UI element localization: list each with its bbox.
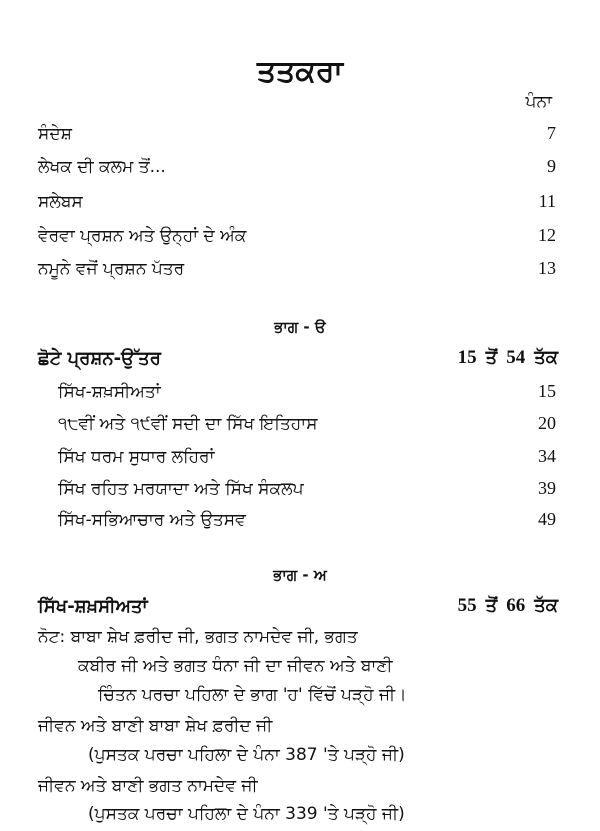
note-line: ਕਬੀਰ ਜੀ ਅਤੇ ਭਗਤ ਧੰਨਾ ਜੀ ਦਾ ਜੀਵਨ ਅਤੇ ਬਾਣੀ	[78, 656, 393, 676]
part-b-section-title: ਸਿੱਖ-ਸ਼ਖ਼ਸੀਅਤਾਂ	[38, 596, 148, 617]
note-line: ਨੋਟ: ਬਾਬਾ ਸ਼ੇਖ ਫ਼ਰੀਦ ਜੀ, ਭਗਤ ਨਾਮਦੇਵ ਜੀ, ਭਗਤ	[38, 627, 358, 647]
item-reference: (ਪੁਸਤਕ ਪਰਚਾ ਪਹਿਲਾ ਦੇ ਪੰਨਾ 387 'ਤੇ ਪੜ੍ਹੋ ਜੀ)	[88, 745, 405, 765]
range-to-word: ਤੋਂ	[485, 347, 498, 368]
toc-entry-page: 11	[538, 191, 556, 211]
range-from: 55	[457, 595, 477, 616]
part-a-heading: ਭਾਗ - ੳ	[274, 318, 326, 336]
toc-entry-page: 9	[547, 156, 556, 176]
range-tak: ਤੱਕ	[534, 595, 558, 616]
toc-entry-page: 12	[538, 225, 556, 245]
range-to: 66	[506, 595, 526, 616]
toc-entry-label: ਸਿੱਖ ਰਹਿਤ ਮਰਯਾਦਾ ਅਤੇ ਸਿੱਖ ਸੰਕਲਪ	[58, 479, 304, 499]
toc-entry-label: ੧੮ਵੀਂ ਅਤੇ ੧੯ਵੀਂ ਸਦੀ ਦਾ ਸਿੱਖ ਇਤਿਹਾਸ	[58, 414, 318, 434]
page-column-label: ਪੰਨਾ	[525, 92, 552, 112]
toc-entry-label: ਸਿੱਖ-ਸ਼ਖ਼ਸੀਅਤਾਂ	[58, 382, 161, 402]
range-to-word: ਤੋਂ	[485, 595, 498, 616]
range-from: 15	[457, 347, 477, 368]
item-reference: (ਪੁਸਤਕ ਪਰਚਾ ਪਹਿਲਾ ਦੇ ਪੰਨਾ 339 'ਤੇ ਪੜ੍ਹੋ ਜੀ)	[88, 804, 405, 824]
toc-entry-label: ਲੇਖਕ ਦੀ ਕਲਮ ਤੋਂ...	[38, 157, 166, 177]
toc-entry-label: ਵੇਰਵਾ ਪ੍ਰਸ਼ਨ ਅਤੇ ਉਨ੍ਹਾਂ ਦੇ ਅੰਕ	[38, 226, 247, 246]
toc-entry-page: 34	[538, 446, 556, 466]
part-a-section-title: ਛੋਟੇ ਪ੍ਰਸ਼ਨ-ਉੱਤਰ	[38, 348, 161, 369]
toc-entry-label: ਨਮੂਨੇ ਵਜੋਂ ਪ੍ਰਸ਼ਨ ਪੱਤਰ	[38, 259, 185, 279]
page-title: ਤਤਕਰਾ	[256, 54, 344, 89]
toc-entry-page: 49	[538, 509, 556, 529]
range-tak: ਤੱਕ	[534, 347, 558, 368]
part-a-page-range	[458, 347, 558, 369]
toc-entry-label: ਸਿੱਖ ਧਰਮ ਸੁਧਾਰ ਲਹਿਰਾਂ	[58, 447, 215, 467]
part-b-heading: ਭਾਗ - ਅ	[273, 566, 327, 584]
toc-entry-page: 7	[547, 123, 556, 143]
toc-entry-label: ਸੰਦੇਸ਼	[38, 124, 72, 144]
range-to: 54	[506, 347, 526, 368]
toc-entry-label: ਸਿੱਖ-ਸਭਿਆਚਾਰ ਅਤੇ ਉਤਸਵ	[58, 510, 246, 530]
toc-entry-page: 39	[538, 478, 556, 498]
note-line: ਚਿੰਤਨ ਪਰਚਾ ਪਹਿਲਾ ਦੇ ਭਾਗ 'ਹ' ਵਿੱਚੋਂ ਪੜ੍ਹੋ ਜੀ।	[98, 685, 407, 705]
toc-entry-page: 13	[538, 258, 556, 278]
toc-entry-page: 15	[538, 381, 556, 401]
item-title: ਜੀਵਨ ਅਤੇ ਬਾਣੀ ਭਗਤ ਨਾਮਦੇਵ ਜੀ	[38, 776, 258, 796]
toc-entry-page: 20	[538, 413, 556, 433]
item-title: ਜੀਵਨ ਅਤੇ ਬਾਣੀ ਬਾਬਾ ਸ਼ੇਖ ਫ਼ਰੀਦ ਜੀ	[38, 716, 273, 736]
toc-entry-label: ਸਲੇਬਸ	[38, 192, 83, 212]
part-b-page-range	[458, 595, 558, 617]
